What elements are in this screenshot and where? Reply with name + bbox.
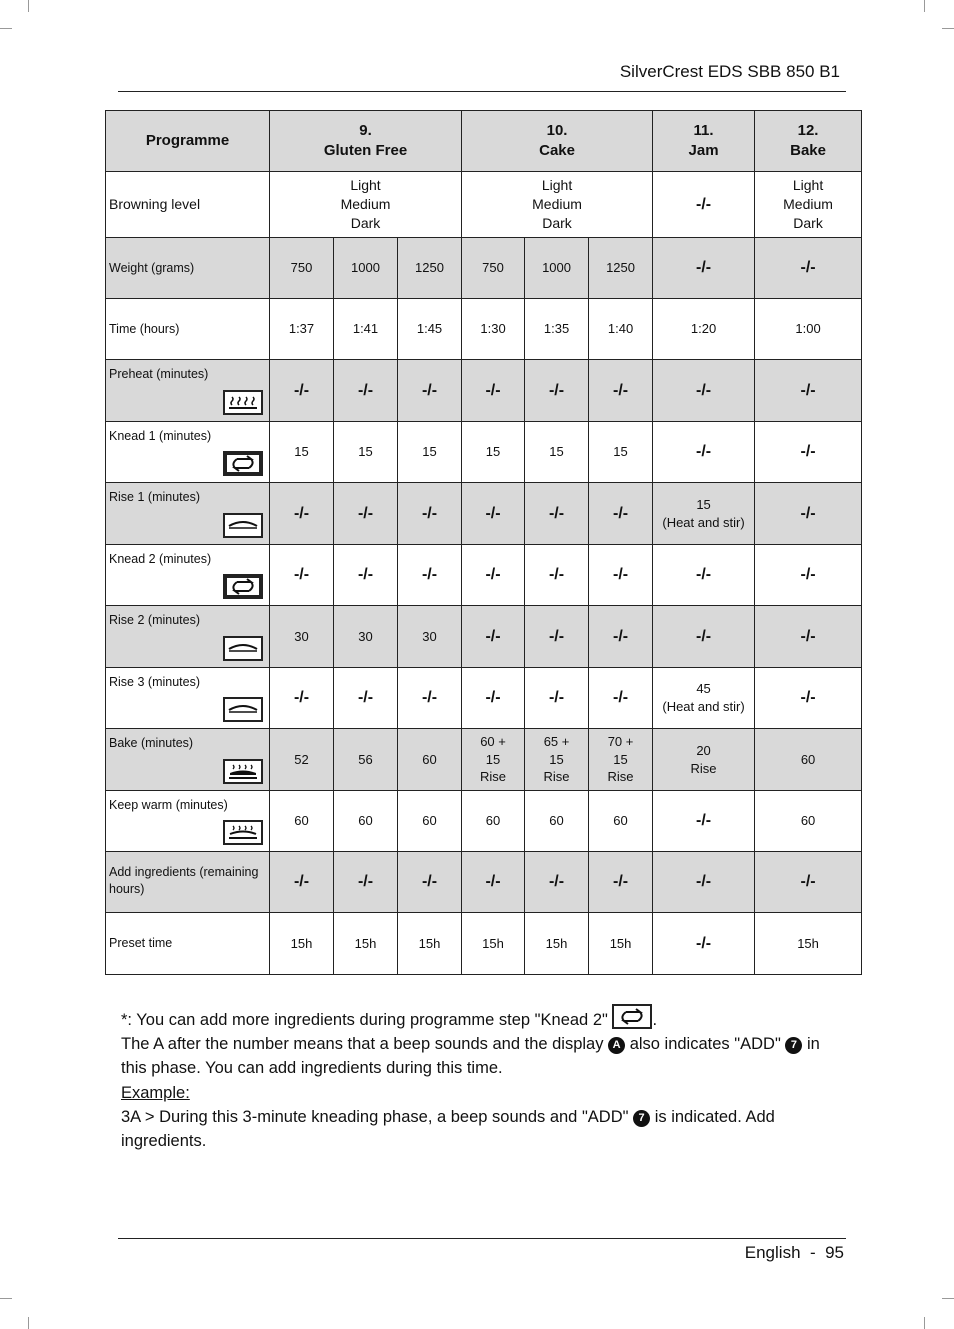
table-cell: 15 xyxy=(589,422,653,483)
programme-9-header: 9. Gluten Free xyxy=(270,111,462,172)
table-cell: 15h xyxy=(589,913,653,975)
programme-12-header: 12. Bake xyxy=(755,111,862,172)
programme-11-header: 11. Jam xyxy=(653,111,755,172)
knead-icon xyxy=(223,451,263,476)
table-cell: -/- xyxy=(653,606,755,668)
table-cell: 15h xyxy=(755,913,862,975)
table-cell: -/- xyxy=(334,360,398,422)
table-cell: 60 xyxy=(462,791,525,852)
keep-warm-icon xyxy=(223,820,263,845)
table-cell: -/- xyxy=(398,852,462,913)
table-cell: -/- xyxy=(398,668,462,729)
table-cell: -/- xyxy=(525,360,589,422)
table-cell: -/- xyxy=(462,483,525,545)
row-label: Preheat (minutes) xyxy=(106,360,270,422)
row-label: Weight (grams) xyxy=(106,238,270,299)
table-cell: 60 xyxy=(398,729,462,791)
table-cell: -/- xyxy=(462,668,525,729)
table-cell: -/- xyxy=(334,545,398,606)
table-cell: -/- xyxy=(398,360,462,422)
crop-mark xyxy=(28,1317,29,1329)
table-cell: 1000 xyxy=(334,238,398,299)
rise-icon xyxy=(223,697,263,722)
table-row xyxy=(106,791,862,852)
note-beep: The A after the number means that a beep sounds and the display A also indicates "ADD" 7 in this phase. You can add ingredients during this time. xyxy=(121,1035,820,1078)
table-cell: 1250 xyxy=(589,238,653,299)
row-label: Rise 1 (minutes) xyxy=(106,483,270,545)
table-cell: 60 + 15 Rise xyxy=(462,729,525,791)
table-cell: 56 xyxy=(334,729,398,791)
row-label: Rise 3 (minutes) xyxy=(106,668,270,729)
table-cell: 1:41 xyxy=(334,299,398,360)
display-a-icon: A xyxy=(608,1037,625,1054)
table-cell: -/- xyxy=(462,852,525,913)
table-cell: -/- xyxy=(589,606,653,668)
number-7-icon: 7 xyxy=(785,1037,802,1054)
table-cell: 1:20 xyxy=(653,299,755,360)
table-cell: 60 xyxy=(525,791,589,852)
table-cell: -/- xyxy=(270,483,334,545)
table-row xyxy=(106,483,862,545)
rise-icon xyxy=(223,513,263,538)
table-cell: -/- xyxy=(755,668,862,729)
table-cell: 15 xyxy=(525,422,589,483)
footer-rule xyxy=(118,1238,846,1239)
table-row xyxy=(106,606,862,668)
table-cell: 60 xyxy=(755,791,862,852)
crop-mark xyxy=(0,28,12,29)
table-cell: -/- xyxy=(755,606,862,668)
crop-mark xyxy=(0,1298,12,1299)
table-cell: -/- xyxy=(334,483,398,545)
table-cell: -/- xyxy=(755,422,862,483)
table-cell: 15h xyxy=(525,913,589,975)
table-cell: -/- xyxy=(525,483,589,545)
table-cell: 60 xyxy=(398,791,462,852)
row-label: Bake (minutes) xyxy=(106,729,270,791)
note-example: 3A > During this 3-minute kneading phase, a beep sounds and "ADD" 7 is indicated. Add ingredients. xyxy=(121,1107,775,1151)
preheat-icon xyxy=(223,390,263,415)
table-cell: 30 xyxy=(334,606,398,668)
table-cell: -/- xyxy=(653,791,755,852)
table-cell: 1:30 xyxy=(462,299,525,360)
table-cell: -/- xyxy=(270,668,334,729)
table-row xyxy=(106,668,862,729)
table-cell: 60 xyxy=(334,791,398,852)
table-cell: -/- xyxy=(653,852,755,913)
table-cell: 60 xyxy=(755,729,862,791)
browning-bake: Light Medium Dark xyxy=(755,172,862,238)
table-cell: 1:45 xyxy=(398,299,462,360)
crop-mark xyxy=(942,1298,954,1299)
crop-mark xyxy=(28,0,29,12)
table-cell: -/- xyxy=(755,852,862,913)
row-label: Keep warm (minutes) xyxy=(106,791,270,852)
table-cell: 65 + 15 Rise xyxy=(525,729,589,791)
bake-icon xyxy=(223,759,263,784)
notes xyxy=(121,1004,841,1153)
table-row xyxy=(106,852,862,913)
table-cell: -/- xyxy=(755,238,862,299)
table-row xyxy=(106,545,862,606)
table-cell: -/- xyxy=(589,668,653,729)
table-cell: 15 xyxy=(270,422,334,483)
browning-label: Browning level xyxy=(106,172,270,238)
table-cell: 1250 xyxy=(398,238,462,299)
crop-mark xyxy=(924,0,925,12)
table-cell: 1000 xyxy=(525,238,589,299)
table-cell: -/- xyxy=(525,606,589,668)
table-cell: 1:37 xyxy=(270,299,334,360)
table-cell: 750 xyxy=(462,238,525,299)
table-cell: -/- xyxy=(755,360,862,422)
programme-header: Programme xyxy=(106,111,270,172)
table-cell: -/- xyxy=(653,360,755,422)
table-row xyxy=(106,299,862,360)
table-cell: 30 xyxy=(270,606,334,668)
table-cell: 60 xyxy=(589,791,653,852)
table-cell: -/- xyxy=(755,483,862,545)
table-cell: -/- xyxy=(589,360,653,422)
table-cell: -/- xyxy=(334,668,398,729)
table-cell: -/- xyxy=(589,545,653,606)
browning-jam: -/- xyxy=(653,172,755,238)
table-cell: -/- xyxy=(525,852,589,913)
table-cell: 15h xyxy=(462,913,525,975)
table-cell: 45 (Heat and stir) xyxy=(653,668,755,729)
table-row xyxy=(106,238,862,299)
table-cell: -/- xyxy=(462,545,525,606)
browning-gluten-free: Light Medium Dark xyxy=(270,172,462,238)
table-cell: -/- xyxy=(653,913,755,975)
table-row xyxy=(106,729,862,791)
table-cell: -/- xyxy=(525,668,589,729)
table-cell: 15h xyxy=(270,913,334,975)
table-cell: -/- xyxy=(589,852,653,913)
table-cell: 15 xyxy=(462,422,525,483)
header-rule xyxy=(118,91,846,92)
table-cell: -/- xyxy=(270,852,334,913)
page-header-title: SilverCrest EDS SBB 850 B1 xyxy=(619,62,840,81)
table-cell: 15 (Heat and stir) xyxy=(653,483,755,545)
table-cell: -/- xyxy=(589,483,653,545)
table-cell: -/- xyxy=(270,360,334,422)
row-label: Add ingredients (remaining hours) xyxy=(106,852,270,913)
row-label: Preset time xyxy=(106,913,270,975)
table-cell: 750 xyxy=(270,238,334,299)
table-cell: -/- xyxy=(653,238,755,299)
table-cell: 15 xyxy=(334,422,398,483)
crop-mark xyxy=(924,1317,925,1329)
row-label: Knead 2 (minutes) xyxy=(106,545,270,606)
table-cell: 1:35 xyxy=(525,299,589,360)
table-cell: 70 + 15 Rise xyxy=(589,729,653,791)
example-label: Example: xyxy=(121,1083,190,1102)
table-row xyxy=(106,913,862,975)
table-cell: 30 xyxy=(398,606,462,668)
table-cell: 15h xyxy=(334,913,398,975)
number-7-icon: 7 xyxy=(633,1110,650,1127)
table-cell: -/- xyxy=(462,606,525,668)
table-cell: -/- xyxy=(653,422,755,483)
table-cell: -/- xyxy=(525,545,589,606)
table-cell: 20 Rise xyxy=(653,729,755,791)
table-cell: 1:00 xyxy=(755,299,862,360)
rise-icon xyxy=(223,636,263,661)
row-label: Rise 2 (minutes) xyxy=(106,606,270,668)
table-cell: 52 xyxy=(270,729,334,791)
table-row xyxy=(106,422,862,483)
programme-10-header: 10. Cake xyxy=(462,111,653,172)
note-knead: *: You can add more ingredients during programme step "Knead 2" . xyxy=(121,1004,841,1032)
page-footer: English - 95 xyxy=(744,1243,844,1262)
knead-icon xyxy=(612,1004,652,1029)
table-cell: -/- xyxy=(398,483,462,545)
table-cell: -/- xyxy=(398,545,462,606)
crop-mark xyxy=(942,28,954,29)
table-cell: -/- xyxy=(653,545,755,606)
table-cell: -/- xyxy=(462,360,525,422)
table-cell: 15h xyxy=(398,913,462,975)
table-cell: 60 xyxy=(270,791,334,852)
programme-table xyxy=(105,110,862,975)
row-label: Knead 1 (minutes) xyxy=(106,422,270,483)
browning-cake: Light Medium Dark xyxy=(462,172,653,238)
table-row xyxy=(106,360,862,422)
table-cell: -/- xyxy=(334,852,398,913)
table-cell: 1:40 xyxy=(589,299,653,360)
table-cell: -/- xyxy=(270,545,334,606)
row-label: Time (hours) xyxy=(106,299,270,360)
knead-icon xyxy=(223,574,263,599)
table-cell: 15 xyxy=(398,422,462,483)
table-cell: -/- xyxy=(755,545,862,606)
